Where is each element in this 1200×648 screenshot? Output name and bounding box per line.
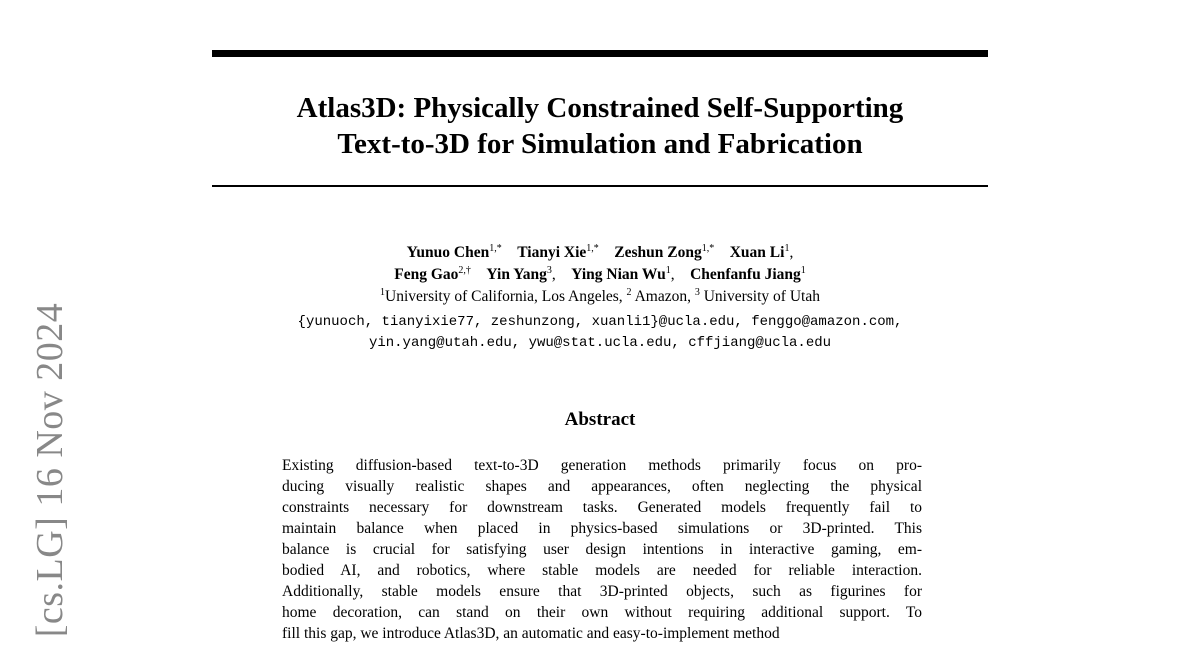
author-mark: 1,* bbox=[586, 243, 599, 254]
author-mark: 1,* bbox=[701, 243, 715, 254]
title-bottom-rule bbox=[212, 185, 988, 187]
paper-title bbox=[212, 90, 988, 162]
abstract-line: ducing visually realistic shapes and appearances, often neglecting the physical bbox=[282, 478, 922, 495]
abstract-heading: Abstract bbox=[564, 409, 636, 430]
author-name: Yunuo Chen bbox=[406, 244, 490, 261]
abstract-line: constraints necessary for downstream tasks. Generated models frequently fail to bbox=[282, 499, 922, 516]
arxiv-identifier-stamp: [cs.LG] 16 Nov 2024 bbox=[29, 302, 71, 638]
affiliations-line bbox=[160, 286, 1040, 308]
author-block bbox=[160, 242, 1040, 308]
author-name: Chenfanfu Jiang bbox=[690, 266, 801, 283]
abstract-body bbox=[282, 455, 922, 644]
abstract-line: balance is crucial for satisfying user design intentions in interactive gaming, em- bbox=[282, 541, 922, 558]
author-mark: 2,† bbox=[458, 265, 471, 276]
abstract-line: Existing diffusion-based text-to-3D generation methods primarily focus on pro- bbox=[282, 457, 922, 474]
affiliation-mark: 1 bbox=[380, 287, 386, 298]
author-mark: 1 bbox=[665, 265, 671, 276]
author-mark: 3 bbox=[546, 265, 552, 276]
author-name: Ying Nian Wu bbox=[571, 266, 666, 283]
abstract-line: home decoration, can stand on their own without requiring additional support. To bbox=[282, 604, 922, 621]
emails-line-1: {yunuoch, tianyixie77, zeshunzong, xuanli1}@ucla.edu, fenggo@amazon.com, bbox=[297, 314, 903, 330]
author-mark: 1 bbox=[800, 265, 806, 276]
abstract-line: maintain balance when placed in physics-based simulations or 3D-printed. This bbox=[282, 520, 922, 537]
affiliation-mark: 2 bbox=[626, 287, 632, 298]
author-name: Yin Yang bbox=[486, 266, 547, 283]
author-row-2: Feng Gao$^{2,\dagger}$ Yin Yang$^3$, Ying Nian Wu$^1$, Chenfanfu Jiang$^1$ bbox=[394, 265, 806, 283]
affiliation-utah: University of Utah bbox=[703, 288, 820, 305]
abstract-line: fill this gap, we introduce Atlas3D, an automatic and easy-to-implement method bbox=[282, 625, 780, 642]
author-emails bbox=[160, 312, 1040, 354]
author-name: Xuan Li bbox=[729, 244, 785, 261]
emails-line-2: yin.yang@utah.edu, ywu@stat.ucla.edu, cffjiang@ucla.edu bbox=[368, 335, 832, 351]
author-mark: 1 bbox=[784, 243, 790, 254]
author-mark: 1,* bbox=[489, 243, 502, 254]
author-name: Feng Gao bbox=[394, 266, 459, 283]
abstract-line: bodied AI, and robotics, where stable models are needed for reliable interaction. bbox=[282, 562, 922, 579]
author-name: Zeshun Zong bbox=[614, 244, 702, 261]
abstract-line: Additionally, stable models ensure that 3D-printed objects, such as figurines for bbox=[282, 583, 922, 600]
affiliation-mark: 3 bbox=[694, 287, 700, 298]
affiliation-ucla: University of California, Los Angeles, bbox=[385, 288, 623, 305]
author-name: Tianyi Xie bbox=[517, 244, 587, 261]
title-line-1: Atlas3D: Physically Constrained Self-Supporting bbox=[296, 92, 904, 124]
title-top-rule bbox=[212, 50, 988, 57]
affiliation-amazon: Amazon, bbox=[634, 288, 691, 305]
author-row-1: Yunuo Chen$^{1,*}$ Tianyi Xie$^{1,*}$ Zeshun Zong$^{1,*}$ Xuan Li$^1$, bbox=[406, 243, 794, 261]
title-line-2: Text-to-3D for Simulation and Fabrication bbox=[337, 128, 863, 160]
